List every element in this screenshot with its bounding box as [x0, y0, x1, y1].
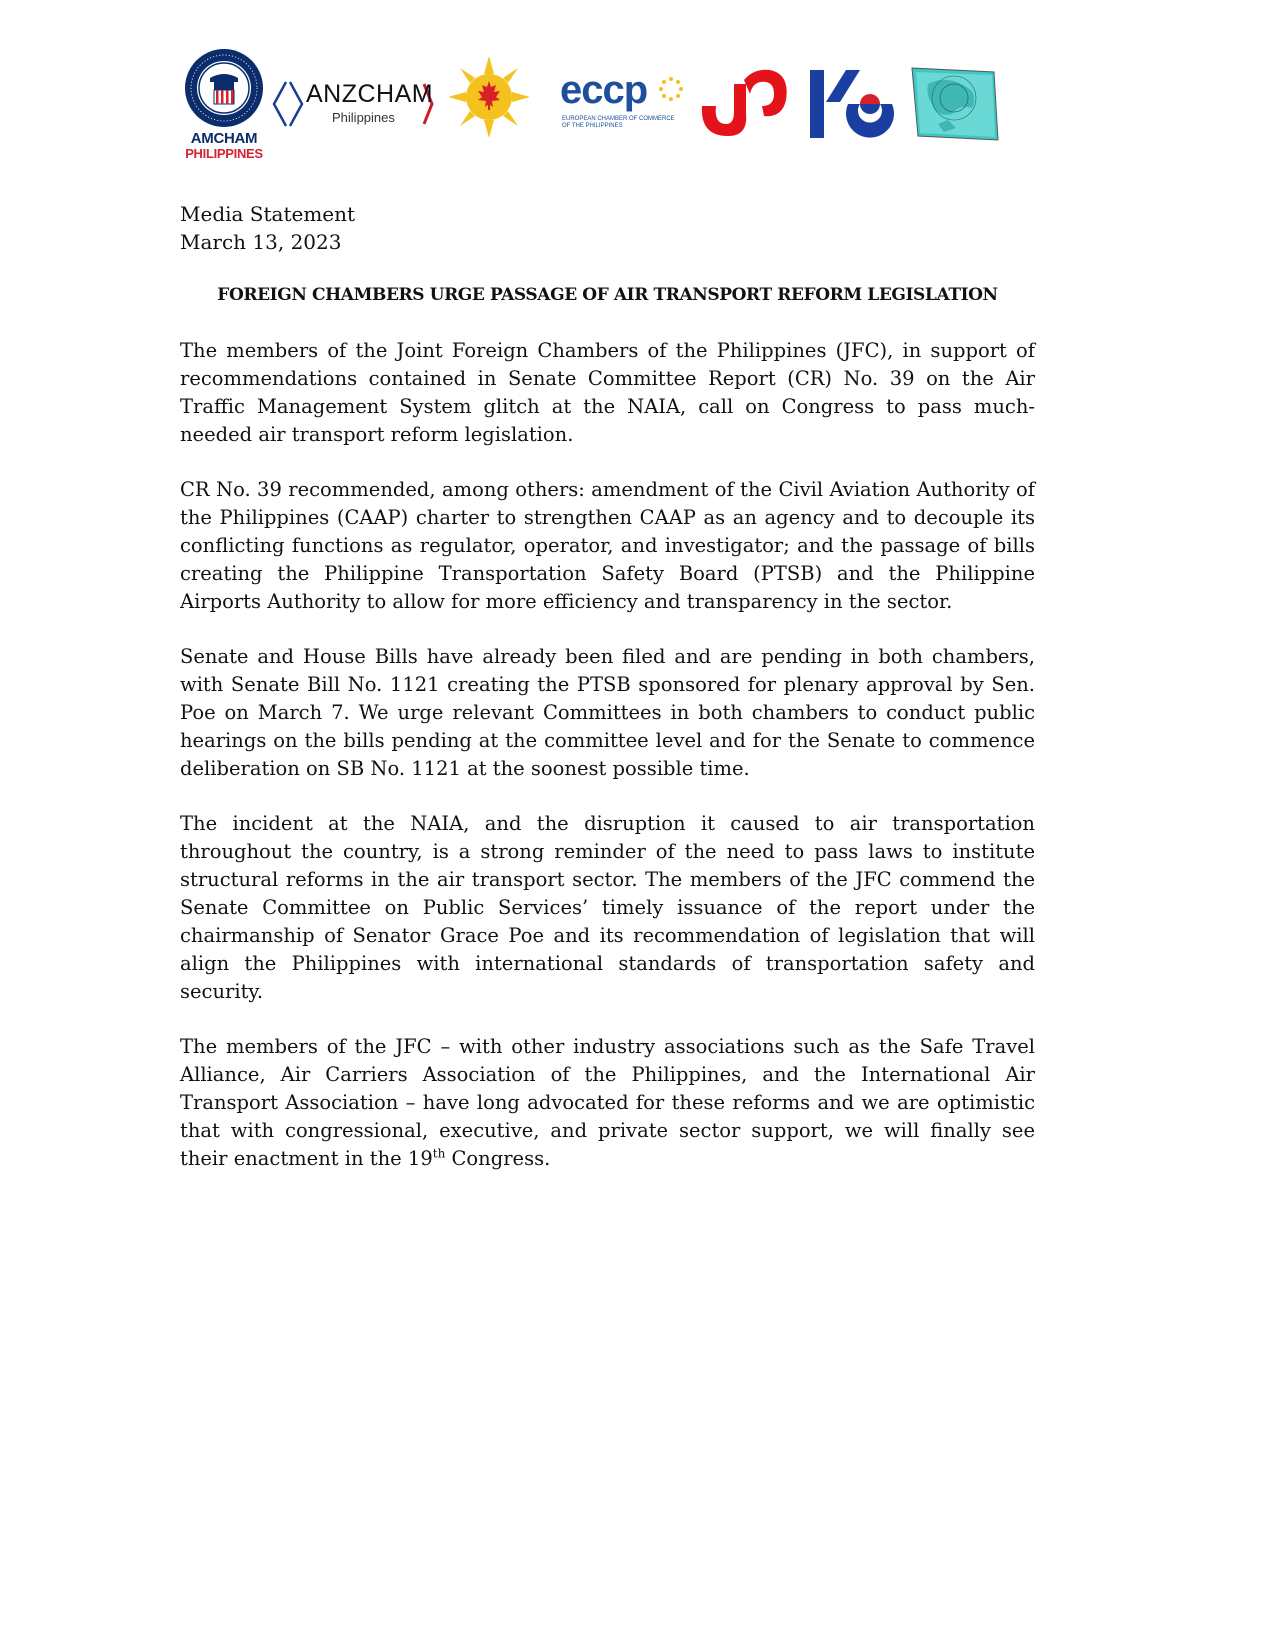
document-type: Media Statement: [180, 202, 356, 226]
paragraph-5: [180, 1033, 1035, 1173]
amcham-title: AMCHAM: [190, 130, 258, 147]
paragraph-1: The members of the Joint Foreign Chambers of the Philippines (JFC), in support of recommendations contained in Senate Committee Report (CR) No. 39 on the Air Traffic Management System glitch at the NAIA, call on Congress to pass much-needed air transport reform legislation.: [180, 339, 1035, 446]
eccp-subtitle-line1: EUROPEAN CHAMBER OF COMMERCE: [562, 116, 675, 122]
paragraph-2: CR No. 39 recommended, among others: amendment of the Civil Aviation Authority of the Philippines (CAAP) charter to strengthen CAAP as an agency and to decouple its conflicting functions as regulator, operator, and investigator; and the passage of bills creating the Philippine Transportation Safety Board (PTSB) and the Philippine Airports Authority to allow for more efficiency and transparency in the sector.: [180, 478, 1035, 613]
paragraph-3: Senate and House Bills have already been filed and are pending in both chambers, with Senate Bill No. 1121 creating the PTSB sponsored for plenary approval by Sen. Poe on March 7. We urge relevant Committees in both chambers to conduct public hearings on the bills pending at the committee level and for the Senate to commence deliberation on SB No. 1121 at the soonest possible time.: [180, 645, 1035, 780]
eccp-title: eccp: [560, 68, 648, 112]
canadian-chamber-sun-icon: [444, 52, 534, 142]
pccpi-logo: [908, 64, 1000, 142]
paragraph-4: The incident at the NAIA, and the disruption it caused to air transportation throughout the country, is a strong reminder of the need to pass laws to institute structural reforms in the air transport sector. The members of the JFC commend the Senate Committee on Public Services’ timely issuance of the report under the chairmanship of Senator Grace Poe and its recommendation of legislation that will align the Philippines with international standards of transportation safety and security.: [180, 812, 1035, 1003]
jcci-logo: [698, 66, 790, 138]
eccp-subtitle-line2: OF THE PHILIPPINES: [562, 123, 623, 129]
amcham-subtitle: PHILIPPINES: [185, 146, 263, 161]
document-date: March 13, 2023: [180, 230, 342, 254]
headline: FOREIGN CHAMBERS URGE PASSAGE OF AIR TRANSPORT REFORM LEGISLATION: [217, 285, 998, 305]
eccp-subtitle: [562, 116, 682, 130]
kcc-logo-icon: [808, 68, 894, 140]
ordinal-suffix: th: [432, 1146, 446, 1161]
amcham-seal-icon: [184, 48, 264, 128]
anzcham-logo: [270, 78, 440, 138]
chamber-logos: [180, 40, 1040, 170]
paragraph-5-text: The members of the JFC – with other industry associations such as the Safe Travel Alliance, Air Carriers Association of the Philippines, and the International Air Transport Association – have long advocated for these reforms and we are optimistic that with congressional, executive, and private sector support, we will finally see their enactment in the 19: [180, 1035, 1035, 1170]
jcci-logo-icon: [698, 66, 790, 138]
amcham-logo: [180, 48, 268, 170]
anzcham-title: ANZCHAM: [306, 80, 434, 108]
canadian-chamber-logo: [444, 52, 534, 142]
eccp-logo: [554, 70, 680, 130]
kcc-logo: [808, 68, 894, 140]
eccp-stars-icon: [658, 76, 684, 102]
paragraph-5-end: Congress.: [445, 1147, 551, 1170]
statement-meta: [180, 200, 355, 256]
anzcham-subtitle: Philippines: [332, 110, 395, 125]
pccpi-map-logo-icon: [908, 64, 1000, 142]
